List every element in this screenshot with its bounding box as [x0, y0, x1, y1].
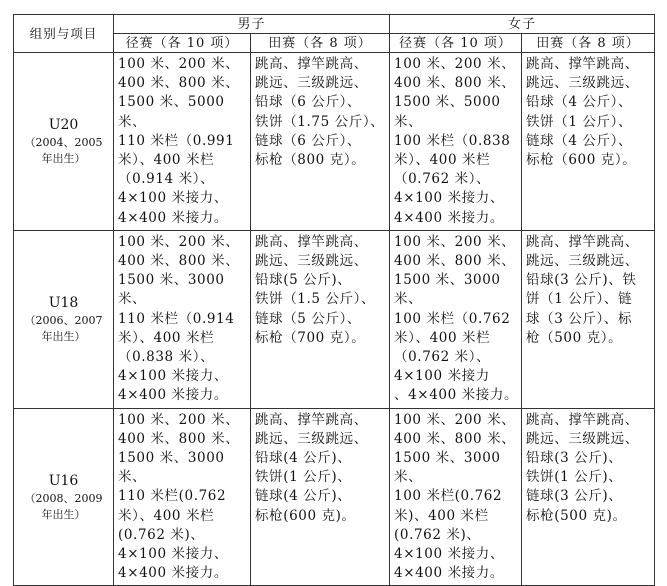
event-line: 跳远、三级跳远、 — [526, 430, 639, 447]
event-line: 100 米、200 米、 — [394, 56, 516, 72]
men-track-events — [114, 408, 251, 586]
event-line: (0.762 米)、 — [394, 526, 481, 543]
event-line: 跳远、三级跳远、 — [526, 253, 639, 270]
event-line: 1500 米、3000 米、 — [118, 450, 225, 486]
men-field-events — [251, 230, 390, 408]
event-line: 跳远、三级跳远、 — [526, 75, 639, 92]
event-line: （0.762 米）、 — [394, 171, 491, 188]
event-line: 跳远、三级跳远、 — [255, 75, 368, 92]
event-line: 跳远、三级跳远、 — [255, 253, 368, 270]
event-line: 100 米、200 米、 — [394, 233, 516, 250]
event-line: 1500 米、3000 米、 — [394, 272, 501, 308]
event-line: 4×100 米接力、 — [394, 546, 504, 563]
group-birth-years: （2004、2005 年出生） — [24, 135, 103, 165]
event-line: 4×100 米接力、 — [118, 546, 228, 563]
event-line: 铅球(4 公斤)、 — [255, 450, 352, 467]
event-line: 4×400 米接力。 — [118, 387, 228, 404]
group-cell — [14, 230, 114, 408]
event-line: 100 米栏(0.762 — [394, 488, 503, 505]
event-line: 链球（6 公斤）、 — [255, 132, 362, 149]
event-line: 跳远、三级跳远、 — [255, 430, 368, 447]
event-line: 100 米、200 米、 — [118, 411, 240, 428]
event-line: 链球（5 公斤）、 — [255, 310, 362, 327]
event-line: 4×400 米接力。 — [394, 565, 504, 582]
event-line: 100 米栏（0.762 — [394, 310, 511, 327]
event-line: 标枪(500 克)。 — [526, 507, 627, 524]
men-field-events — [251, 408, 390, 586]
event-line: 400 米、800 米、 — [118, 75, 240, 92]
group-code: U18 — [48, 294, 79, 311]
event-line: 米)、400 米栏 — [394, 507, 489, 524]
event-line: 铅球(3 公斤)、铁 — [526, 272, 637, 289]
event-line: 枪（500 克）。 — [526, 329, 623, 346]
event-line: 链球(4 公斤)、 — [255, 488, 352, 505]
men-track-events — [114, 230, 251, 408]
women-field-header: 田赛（各 8 项） — [522, 34, 655, 53]
event-line: 铁饼（1.5 公斤）、 — [255, 291, 376, 308]
event-line: 米）、400 米栏 — [394, 329, 491, 346]
women-track-events — [390, 408, 522, 586]
men-header: 男子 — [114, 15, 390, 34]
event-line: 铅球（6 公斤）、 — [255, 94, 362, 111]
event-line: 铅球（4 公斤）、 — [526, 94, 633, 111]
group-birth-years: （2008、2009 年出生） — [24, 491, 103, 521]
event-line: 跳高、撑竿跳高、 — [255, 411, 368, 428]
event-line: （0.914 米）、 — [118, 171, 215, 188]
event-line: 100 米、200 米、 — [118, 233, 240, 250]
event-line: 米）、400 米栏 — [118, 329, 215, 346]
event-line: 跳高、撑竿跳高、 — [526, 233, 639, 250]
women-field-events — [522, 53, 655, 231]
women-track-events — [390, 53, 522, 231]
event-line: 400 米、800 米、 — [394, 430, 516, 447]
women-field-events — [522, 408, 655, 586]
event-line: 米）、400 米栏 — [118, 507, 215, 524]
event-line: 4×100 米接力、 — [118, 368, 228, 385]
men-track-header: 径赛（各 10 项） — [114, 34, 251, 53]
men-track-events — [114, 53, 251, 231]
women-field-events — [522, 230, 655, 408]
event-line: 铁饼（1.75 公斤）、 — [255, 113, 385, 130]
event-line: 标枪（800 克）。 — [255, 152, 366, 169]
event-line: 球（3 公斤）、标 — [526, 310, 633, 327]
women-track-header: 径赛（各 10 项） — [390, 34, 522, 53]
event-line: 4×100 米接力、 — [394, 190, 504, 207]
event-line: 铁饼（1 公斤）、 — [526, 113, 633, 130]
group-code: U20 — [48, 116, 79, 133]
event-line: 铅球(5 公斤)、 — [255, 272, 352, 289]
event-line: （0.838 米）、 — [118, 349, 215, 366]
event-line: 4×400 米接力。 — [118, 209, 228, 226]
event-line: 4×400 米接力。 — [118, 565, 228, 582]
event-line: 1500 米、3000 米、 — [394, 450, 501, 486]
event-line: （0.762 米）、 — [394, 349, 491, 366]
event-line: 铁饼(1 公斤)、 — [526, 469, 623, 486]
event-line: 铅球(3 公斤)、 — [526, 450, 623, 467]
event-line: 跳高、撑竿跳高、 — [526, 411, 639, 428]
event-line: 100 米、200 米、 — [394, 411, 516, 428]
event-line: 400 米、800 米、 — [118, 253, 240, 270]
event-line: 110 米栏(0.762 — [118, 488, 227, 505]
event-line: 4×100 米接力 — [394, 368, 490, 385]
event-line: 米）、400 米栏 — [394, 152, 491, 169]
event-line: 1500 米、5000 米、 — [394, 94, 501, 130]
event-line: 4×100 米接力、 — [118, 190, 228, 207]
event-line: 标枪（600 克）。 — [526, 152, 637, 169]
event-line: 4×400 米接力。 — [394, 209, 504, 226]
men-field-events — [251, 53, 390, 231]
group-cell — [14, 408, 114, 586]
group-row-u18 — [14, 230, 655, 408]
event-line: 100 米栏（0.838 — [394, 132, 511, 149]
event-line: 标枪（700 克）。 — [255, 329, 366, 346]
header-row — [14, 15, 655, 34]
group-row-u16 — [14, 408, 655, 586]
events-table — [13, 14, 655, 586]
group-cell — [14, 53, 114, 231]
women-header: 女子 — [390, 15, 655, 34]
event-line: (0.762 米)、 — [118, 526, 205, 543]
event-line: 400 米、800 米、 — [118, 430, 240, 447]
event-line: 跳高、撑竿跳高、 — [255, 56, 368, 72]
event-line: 100 米、200 米、 — [118, 56, 240, 72]
men-field-header: 田赛（各 8 项） — [251, 34, 390, 53]
event-line: 链球(3 公斤)、 — [526, 488, 623, 505]
event-line: 1500 米、5000 米、 — [118, 94, 225, 130]
event-line: 标枪(600 克)。 — [255, 507, 356, 524]
group-row-u20 — [14, 53, 655, 231]
women-track-events — [390, 230, 522, 408]
event-line: 饼（1 公斤）、链 — [526, 291, 633, 308]
event-line: 、4×400 米接力。 — [394, 387, 519, 404]
event-line: 米）、400 米栏 — [118, 152, 215, 169]
group-code: U16 — [48, 472, 79, 489]
event-line: 1500 米、3000 米、 — [118, 272, 225, 308]
event-line: 110 米栏（0.914 — [118, 310, 235, 327]
group-header: 组别与项目 — [14, 15, 114, 53]
event-line: 链球（4 公斤）、 — [526, 132, 633, 149]
event-line: 400 米、800 米、 — [394, 253, 516, 270]
group-birth-years: （2006、2007 年出生） — [24, 313, 103, 343]
event-line: 铁饼(1 公斤)、 — [255, 469, 352, 486]
event-line: 跳高、撑竿跳高、 — [526, 56, 639, 72]
event-line: 跳高、撑竿跳高、 — [255, 233, 368, 250]
event-line: 110 米栏（0.991 — [118, 132, 235, 149]
event-line: 400 米、800 米、 — [394, 75, 516, 92]
